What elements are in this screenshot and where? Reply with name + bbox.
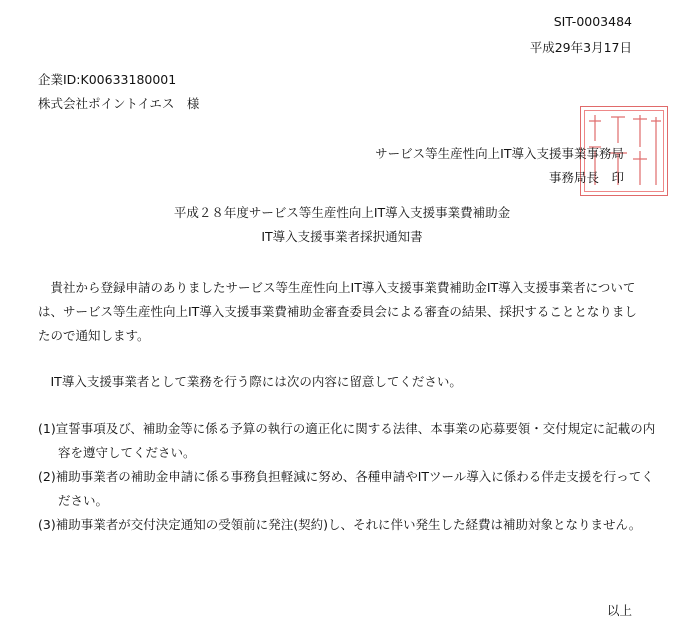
issue-date: 平成29年3月17日 (529, 40, 632, 55)
company-name: 株式会社ポイントイエス 様 (38, 96, 200, 111)
sender-title: 事務局長 印 (548, 170, 624, 185)
body-paragraph-1: 貴社から登録申請のありましたサービス等生産性向上IT導入支援事業費補助金IT導入支援事業者については、サービス等生産性向上IT導入支援事業費補助金審査委員会による審査の結果、採択することとなりましたので通知します。 (38, 280, 637, 343)
body-paragraph-2: IT導入支援事業者として業務を行う際には次の内容に留意してください。 (50, 374, 462, 389)
list-item: (2)補助事業者の補助金申請に係る事務負担軽減に努め、各種申請やITツール導入に係わる伴走支援を行ってください。 (38, 469, 654, 508)
document-title-line1: 平成２８年度サービス等生産性向上IT導入支援事業費補助金 (173, 205, 511, 220)
list-item: (3)補助事業者が交付決定通知の受領前に発注(契約)し、それに伴い発生した経費は補助対象となりません。 (38, 517, 642, 532)
document-title-line2: IT導入支援事業者採択通知書 (261, 229, 423, 244)
closing-text: 以上 (606, 603, 632, 618)
document-number: SIT-0003484 (553, 14, 632, 29)
company-id: 企業ID:K00633180001 (38, 72, 177, 87)
sender-organization: サービス等生産性向上IT導入支援事業事務局 (375, 146, 624, 161)
list-item: (1)宣誓事項及び、補助金等に係る予算の執行の適正化に関する法律、本事業の応募要領・交付規定に記載の内容を遵守してください。 (38, 421, 656, 460)
